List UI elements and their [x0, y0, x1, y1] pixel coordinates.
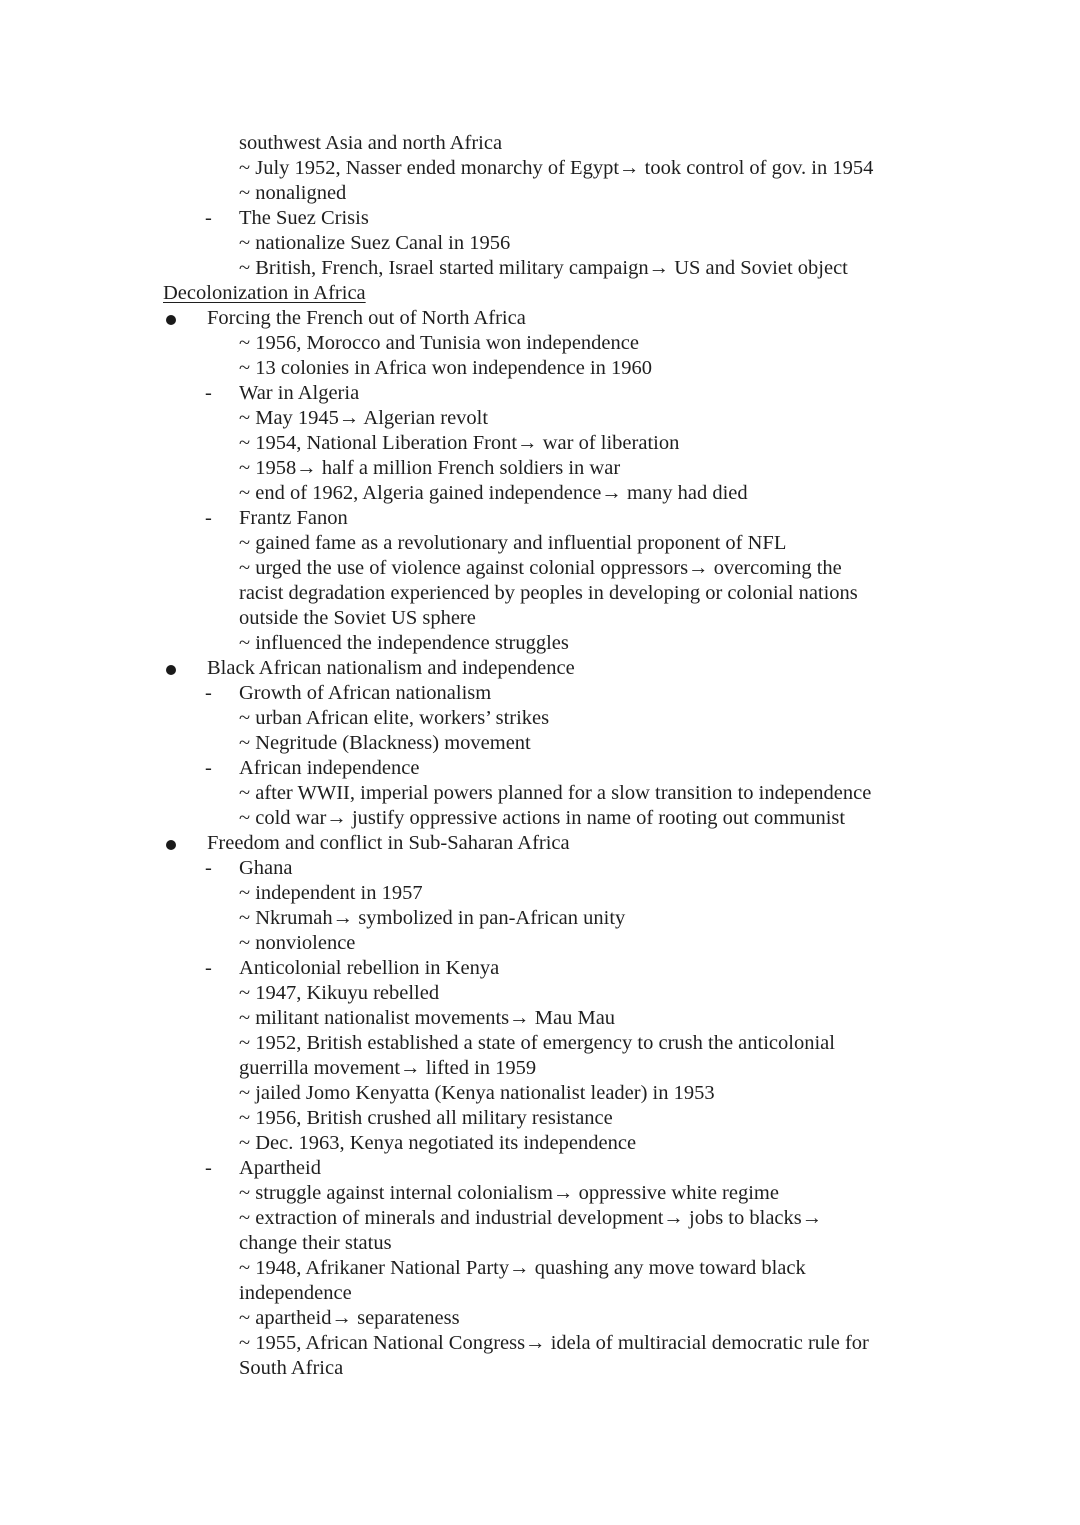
line-text: outside the Soviet US sphere — [239, 607, 476, 629]
note-line — [0, 906, 1080, 931]
line-text: ~ influenced the independence struggles — [239, 632, 569, 654]
line-text: ~ 1947, Kikuyu rebelled — [239, 982, 440, 1004]
line-text: ~ British, French, Israel started military campaign→ US and Soviet object — [239, 257, 848, 279]
line-text: ~ 1956, British crushed all military resistance — [239, 1107, 613, 1129]
note-line — [0, 1356, 1080, 1381]
line-text: Decolonization in Africa — [163, 282, 366, 304]
note-line — [0, 1306, 1080, 1331]
line-text: ~ 1954, National Liberation Front→ war of liberation — [239, 432, 680, 454]
line-text: Ghana — [239, 857, 293, 879]
line-text: ~ May 1945→ Algerian revolt — [239, 407, 489, 429]
dash-item — [0, 506, 1080, 531]
note-line — [0, 156, 1080, 181]
note-line — [0, 881, 1080, 906]
line-text: ~ nonaligned — [239, 182, 347, 204]
note-line — [0, 331, 1080, 356]
note-line — [0, 631, 1080, 656]
line-text: change their status — [239, 1232, 392, 1254]
note-line — [0, 556, 1080, 581]
line-text: racist degradation experienced by peoples in developing or colonial nations — [239, 582, 858, 604]
line-text: independence — [239, 1282, 352, 1304]
note-line — [0, 1231, 1080, 1256]
note-line — [0, 406, 1080, 431]
note-line — [0, 256, 1080, 281]
line-text: ~ struggle against internal colonialism→ oppressive white regime — [239, 1182, 779, 1204]
dash-marker: - — [205, 957, 212, 979]
line-text: ~ Dec. 1963, Kenya negotiated its independence — [239, 1132, 637, 1154]
note-line — [0, 181, 1080, 206]
line-text: ~ cold war→ justify oppressive actions in name of rooting out communist — [239, 807, 846, 829]
dash-marker: - — [205, 207, 212, 229]
line-text: ~ urged the use of violence against colonial oppressors→ overcoming the — [239, 557, 842, 579]
bullet-icon — [166, 665, 176, 675]
line-text: ~ Nkrumah→ symbolized in pan-African unity — [239, 907, 626, 929]
line-text: Forcing the French out of North Africa — [207, 307, 526, 329]
line-text: ~ 1956, Morocco and Tunisia won independence — [239, 332, 639, 354]
line-text: ~ end of 1962, Algeria gained independence→ many had died — [239, 482, 748, 504]
line-text: ~ 13 colonies in Africa won independence in 1960 — [239, 357, 653, 379]
note-line — [0, 981, 1080, 1006]
line-text: The Suez Crisis — [239, 207, 369, 229]
note-line — [0, 1056, 1080, 1081]
line-text: ~ 1955, African National Congress→ idela of multiracial democratic rule for — [239, 1332, 869, 1354]
note-line — [0, 531, 1080, 556]
note-line — [0, 1181, 1080, 1206]
line-text: ~ gained fame as a revolutionary and influential proponent of NFL — [239, 532, 787, 554]
line-text: African independence — [239, 757, 420, 779]
dash-item — [0, 856, 1080, 881]
dash-item — [0, 381, 1080, 406]
dash-marker: - — [205, 682, 212, 704]
section-heading — [0, 281, 1080, 306]
dash-item — [0, 681, 1080, 706]
note-line — [0, 1031, 1080, 1056]
line-text: ~ independent in 1957 — [239, 882, 423, 904]
line-text: ~ apartheid→ separateness — [239, 1307, 460, 1329]
line-text: ~ urban African elite, workers’ strikes — [239, 707, 550, 729]
bullet-item — [0, 306, 1080, 331]
note-line — [0, 1131, 1080, 1156]
note-line — [0, 1006, 1080, 1031]
line-text: ~ July 1952, Nasser ended monarchy of Egypt→ took control of gov. in 1954 — [239, 157, 874, 179]
line-text: War in Algeria — [239, 382, 360, 404]
line-text: ~ extraction of minerals and industrial development→ jobs to blacks→ — [239, 1207, 823, 1229]
line-text: Growth of African nationalism — [239, 682, 492, 704]
note-line — [0, 1256, 1080, 1281]
line-text: southwest Asia and north Africa — [239, 132, 503, 154]
bullet-item — [0, 831, 1080, 856]
line-text: Anticolonial rebellion in Kenya — [239, 957, 500, 979]
note-line — [0, 1106, 1080, 1131]
bullet-item — [0, 656, 1080, 681]
note-line — [0, 1081, 1080, 1106]
line-text: ~ 1958→ half a million French soldiers in war — [239, 457, 621, 479]
line-text: South Africa — [239, 1357, 344, 1379]
note-line — [0, 606, 1080, 631]
dash-item — [0, 1156, 1080, 1181]
bullet-icon — [166, 840, 176, 850]
note-line — [0, 731, 1080, 756]
line-text: ~ nonviolence — [239, 932, 356, 954]
line-text: ~ militant nationalist movements→ Mau Mau — [239, 1007, 616, 1029]
note-line — [0, 931, 1080, 956]
note-line — [0, 481, 1080, 506]
note-line — [0, 581, 1080, 606]
dash-marker: - — [205, 382, 212, 404]
note-line — [0, 356, 1080, 381]
note-line — [0, 781, 1080, 806]
note-line — [0, 1281, 1080, 1306]
note-line — [0, 806, 1080, 831]
dash-item — [0, 206, 1080, 231]
dash-item — [0, 756, 1080, 781]
dash-marker: - — [205, 757, 212, 779]
dash-marker: - — [205, 507, 212, 529]
line-text: Apartheid — [239, 1157, 321, 1179]
note-line — [0, 706, 1080, 731]
line-text: Black African nationalism and independence — [207, 657, 575, 679]
line-text: Freedom and conflict in Sub-Saharan Africa — [207, 832, 570, 854]
line-text: ~ 1952, British established a state of emergency to crush the anticolonial — [239, 1032, 835, 1054]
dash-item — [0, 956, 1080, 981]
note-line — [0, 456, 1080, 481]
note-line — [0, 1206, 1080, 1231]
line-text: Frantz Fanon — [239, 507, 348, 529]
dash-marker: - — [205, 857, 212, 879]
line-text: ~ Negritude (Blackness) movement — [239, 732, 531, 754]
line-text: guerrilla movement→ lifted in 1959 — [239, 1057, 537, 1079]
note-line — [0, 131, 1080, 156]
line-text: ~ after WWII, imperial powers planned for a slow transition to independence — [239, 782, 872, 804]
line-text: ~ jailed Jomo Kenyatta (Kenya nationalist leader) in 1953 — [239, 1082, 715, 1104]
line-text: ~ nationalize Suez Canal in 1956 — [239, 232, 511, 254]
line-text: ~ 1948, Afrikaner National Party→ quashing any move toward black — [239, 1257, 806, 1279]
note-line — [0, 231, 1080, 256]
bullet-icon — [166, 315, 176, 325]
dash-marker: - — [205, 1157, 212, 1179]
note-line — [0, 431, 1080, 456]
document-body — [0, 131, 1080, 1381]
note-line — [0, 1331, 1080, 1356]
